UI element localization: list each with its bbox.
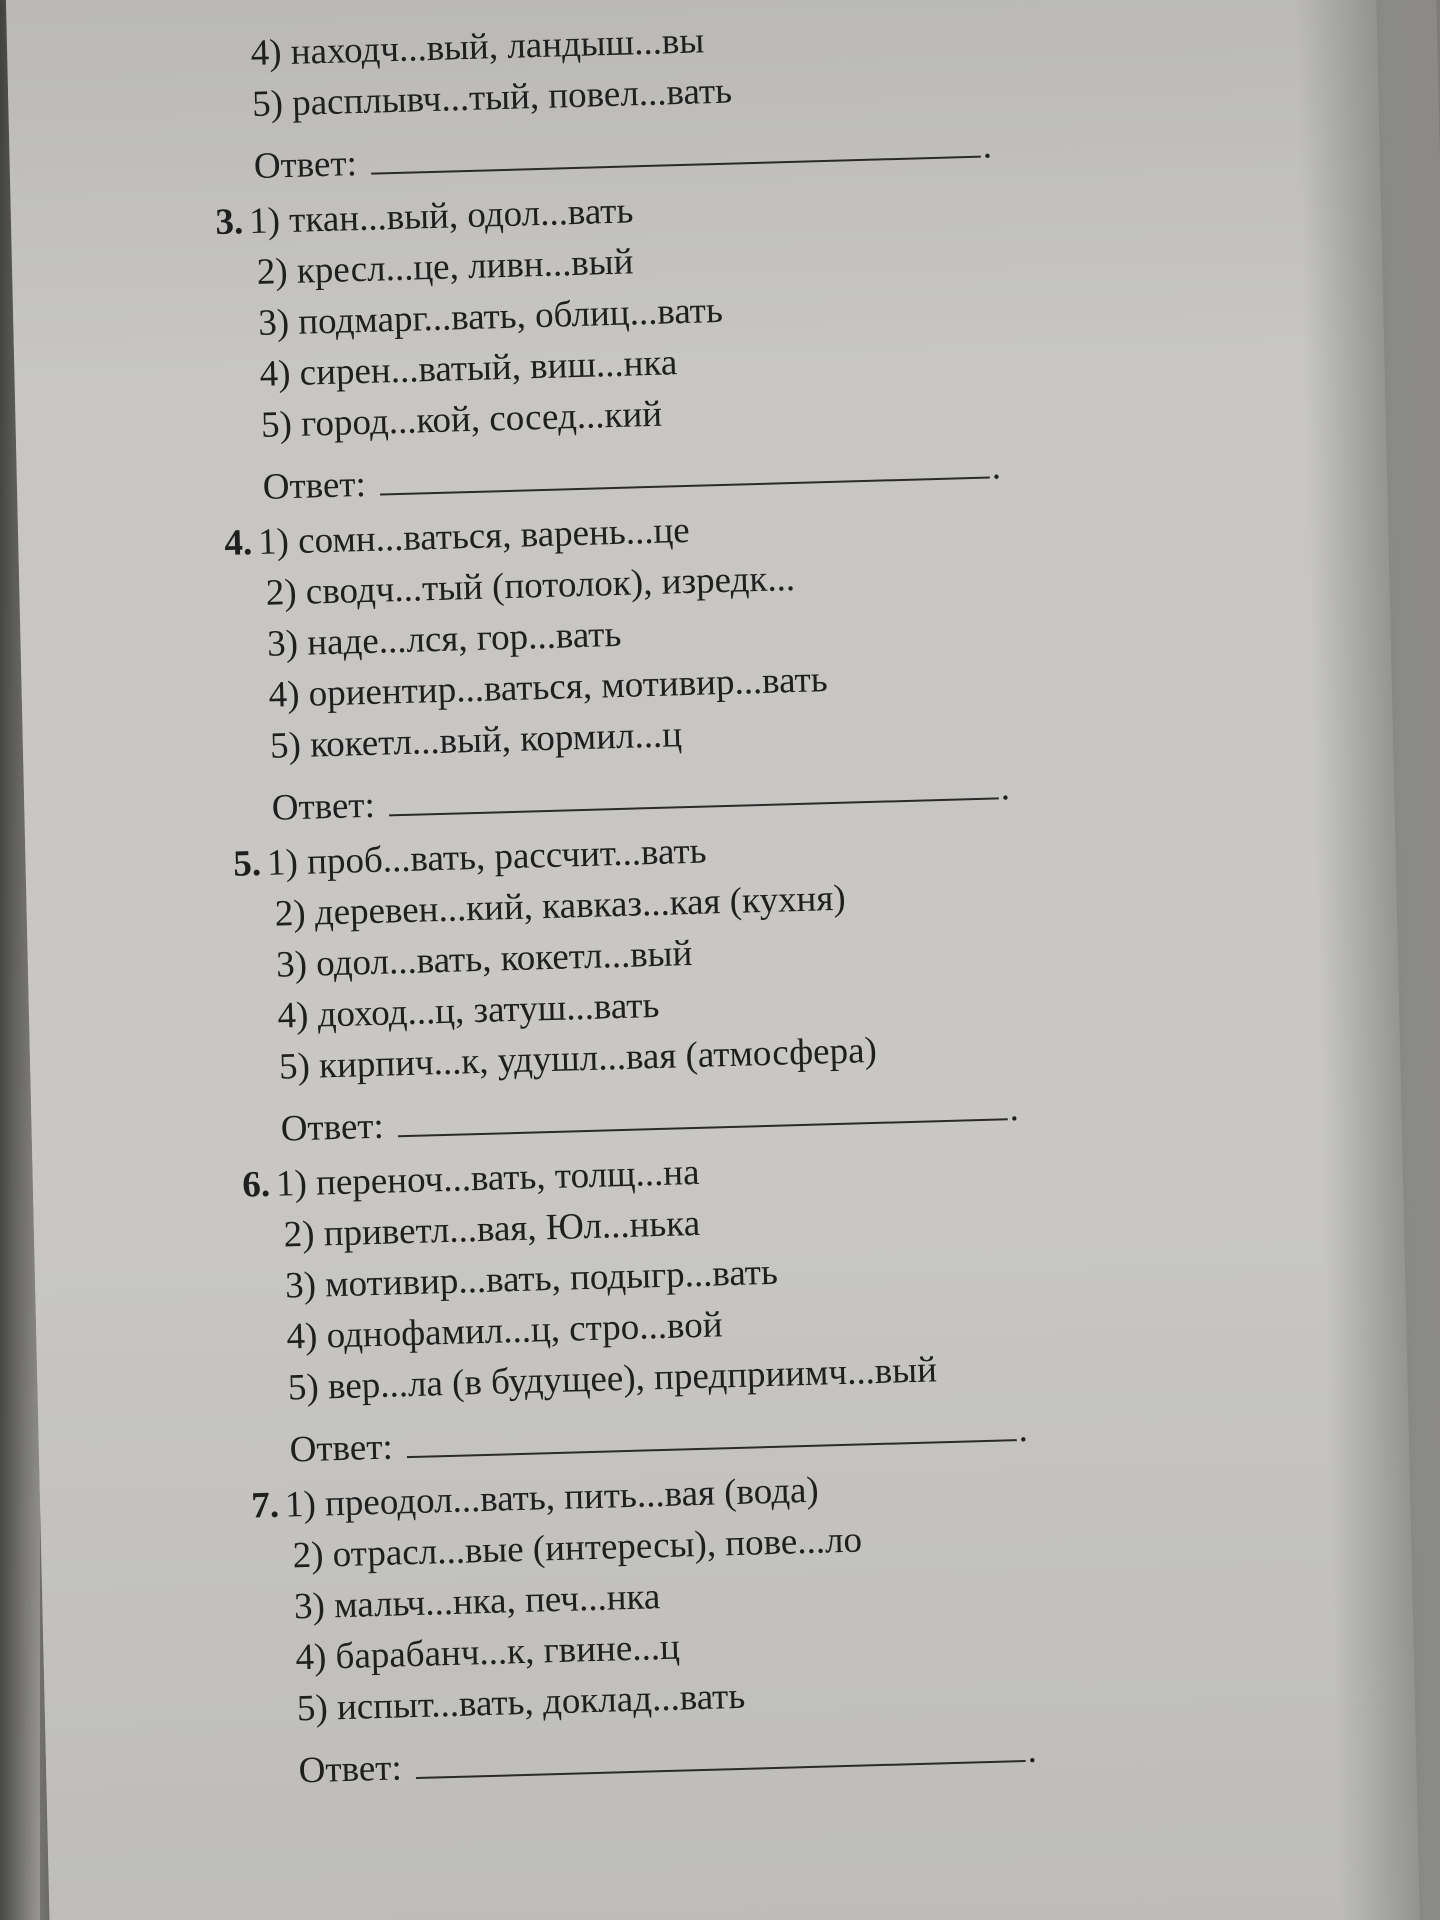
answer-period: .	[990, 446, 1002, 488]
answer-blank[interactable]	[380, 467, 990, 496]
task-4-option-5: 5) кокетл...вый, кормил...ц	[269, 714, 683, 767]
task-5	[232, 813, 1182, 1155]
answer-blank[interactable]	[407, 1429, 1017, 1458]
answer-label: Ответ:	[271, 784, 376, 829]
answer-period: .	[1026, 1729, 1038, 1771]
task-3-option-3: 3) подмарг...вать, облиц...вать	[257, 289, 724, 344]
answer-label: Ответ:	[253, 143, 358, 187]
page-shadow	[1295, 0, 1440, 1920]
answer-blank[interactable]	[416, 1750, 1026, 1779]
task-7-option-2: 2) отрасл...вые (интересы), пове...ло	[292, 1519, 863, 1577]
task-7-option-4: 4) барабанч...к, гвине...ц	[294, 1626, 681, 1679]
task-3	[214, 171, 1164, 513]
task-number: 3.	[214, 201, 244, 244]
option-text: 1) проб...вать, рассчит...вать	[266, 830, 707, 884]
answer-blank[interactable]	[389, 787, 999, 816]
task-6-option-5: 5) вер...ла (в будущее), предприимч...вый	[287, 1349, 938, 1409]
task-number: 4.	[223, 522, 253, 564]
task-7-option-3: 3) мальч...нка, печ...нка	[293, 1576, 661, 1628]
task-4-option-2: 2) сводч...тый (потолок), изредк...	[265, 558, 796, 614]
task-5-option-4: 4) доход...ц, затуш...вать	[277, 984, 660, 1037]
task-number: 5.	[232, 843, 262, 885]
task-number: 6.	[241, 1163, 271, 1206]
task-5-option-5: 5) кирпич...к, удушл...вая (атмосфера)	[278, 1029, 878, 1088]
task-6	[241, 1133, 1191, 1475]
answer-period: .	[982, 125, 993, 167]
task-6-option-2: 2) приветл...вая, Юл...нька	[283, 1202, 701, 1256]
task-6-option-4: 4) однофамил...ц, стро...вой	[285, 1304, 724, 1358]
option-text: 1) переноч...вать, толщ...на	[275, 1151, 700, 1205]
task-5-option-3: 3) одол...вать, кокетл...вый	[275, 933, 693, 986]
task-4-option-3: 3) наде...лся, гор...вать	[266, 613, 622, 665]
task-4-option-4: 4) ориентир...ваться, мотивир...вать	[268, 659, 829, 716]
option-text: 1) преодол...вать, пить...вая (вода)	[284, 1469, 820, 1526]
task-2-option-4: 4) находч...вый, ландыш...вы	[250, 20, 705, 74]
exercise-column	[214, 3, 1199, 1796]
answer-label: Ответ:	[298, 1747, 403, 1792]
answer-label: Ответ:	[280, 1105, 385, 1150]
option-text: 1) сомн...ваться, варень...це	[257, 509, 691, 563]
task-3-option-5: 5) город...кой, сосед...кий	[260, 393, 663, 446]
task-4	[223, 492, 1173, 834]
answer-period: .	[999, 767, 1011, 809]
answer-blank[interactable]	[371, 146, 981, 175]
answer-label: Ответ:	[289, 1426, 394, 1471]
task-2-tail	[250, 3, 1154, 192]
answer-period: .	[1017, 1408, 1029, 1451]
answer-blank[interactable]	[398, 1108, 1008, 1137]
task-6-option-3: 3) мотивир...вать, подыгр...вать	[284, 1251, 779, 1307]
option-text: 1) ткан...вый, одол...вать	[248, 190, 634, 243]
task-3-option-2: 2) кресл...це, ливн...вый	[256, 241, 634, 293]
answer-period: .	[1008, 1087, 1020, 1130]
task-number: 7.	[250, 1484, 280, 1527]
answer-label: Ответ:	[262, 463, 367, 508]
task-3-option-4: 4) сирен...ватый, виш...нка	[259, 342, 678, 395]
task-2-option-5: 5) расплывч...тый, повел...вать	[251, 70, 733, 125]
task-7-option-5: 5) испыт...вать, доклад...вать	[296, 1675, 746, 1730]
task-7	[250, 1454, 1200, 1796]
task-5-option-2: 2) деревен...кий, кавказ...кая (кухня)	[274, 877, 847, 935]
